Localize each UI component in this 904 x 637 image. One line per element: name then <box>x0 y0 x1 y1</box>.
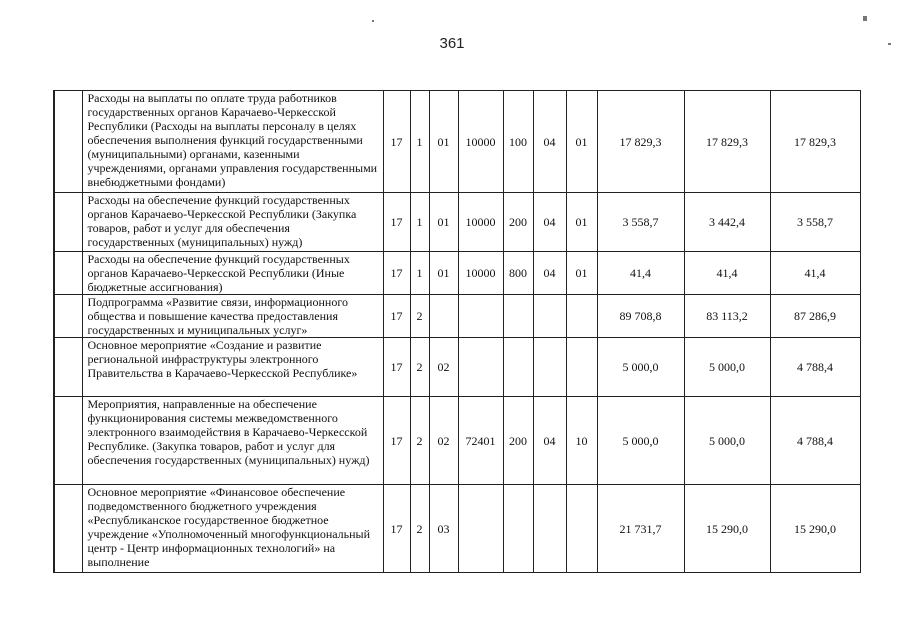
cell-v3: 3 558,7 <box>770 193 860 252</box>
row-description: Подпрограмма «Развитие связи, информационного общества и повышение качества предоставления государственных и муниципальных услуг» <box>82 295 383 338</box>
cell-c5 <box>503 338 533 397</box>
table-row <box>54 91 860 193</box>
cell-c4 <box>458 338 503 397</box>
cell-c7: 10 <box>566 397 597 485</box>
row-description: Расходы на выплаты по оплате труда работников государственных органов Карачаево-Черкесской Республики (Расходы на выплаты персоналу в целях обеспечения выполнения функций государственными (муниципальными) органами, казенными учреждениями, органами управления государственными внебюджетными фондами) <box>82 91 383 193</box>
cell-c2: 1 <box>410 193 429 252</box>
row-margin-cell <box>54 397 82 485</box>
cell-c3: 01 <box>429 193 458 252</box>
cell-v3: 87 286,9 <box>770 295 860 338</box>
cell-c3: 01 <box>429 252 458 295</box>
cell-c5: 800 <box>503 252 533 295</box>
cell-c7 <box>566 485 597 573</box>
row-margin-cell <box>54 193 82 252</box>
cell-c6 <box>533 485 566 573</box>
cell-c3: 02 <box>429 397 458 485</box>
cell-c6: 04 <box>533 91 566 193</box>
cell-c7: 01 <box>566 193 597 252</box>
cell-c6 <box>533 295 566 338</box>
cell-c4: 72401 <box>458 397 503 485</box>
table-row <box>54 295 860 338</box>
cell-c2: 2 <box>410 338 429 397</box>
cell-c1: 17 <box>383 91 410 193</box>
cell-c3: 03 <box>429 485 458 573</box>
cell-c1: 17 <box>383 485 410 573</box>
row-margin-cell <box>54 252 82 295</box>
cell-c6 <box>533 338 566 397</box>
cell-c6: 04 <box>533 397 566 485</box>
scan-speck <box>372 20 374 22</box>
row-description: Основное мероприятие «Создание и развитие региональной инфраструктуры электронного Правительства в Карачаево-Черкесской Республике» <box>82 338 383 397</box>
cell-c2: 1 <box>410 252 429 295</box>
cell-v1: 89 708,8 <box>597 295 684 338</box>
page-number: 361 <box>439 35 465 52</box>
cell-v1: 5 000,0 <box>597 397 684 485</box>
cell-c1: 17 <box>383 295 410 338</box>
cell-v1: 41,4 <box>597 252 684 295</box>
cell-c2: 1 <box>410 91 429 193</box>
cell-v1: 3 558,7 <box>597 193 684 252</box>
cell-c5 <box>503 485 533 573</box>
table-row <box>54 193 860 252</box>
cell-c2: 2 <box>410 485 429 573</box>
cell-c3: 01 <box>429 91 458 193</box>
cell-v2: 3 442,4 <box>684 193 770 252</box>
cell-c7: 01 <box>566 252 597 295</box>
cell-c1: 17 <box>383 397 410 485</box>
cell-c1: 17 <box>383 193 410 252</box>
row-description: Расходы на обеспечение функций государственных органов Карачаево-Черкесской Республики (Иные бюджетные ассигнования) <box>82 252 383 295</box>
cell-c2: 2 <box>410 295 429 338</box>
cell-c7: 01 <box>566 91 597 193</box>
row-margin-cell <box>54 295 82 338</box>
cell-c1: 17 <box>383 338 410 397</box>
cell-v1: 5 000,0 <box>597 338 684 397</box>
budget-table <box>53 90 861 573</box>
scan-speck <box>863 16 867 21</box>
cell-v2: 17 829,3 <box>684 91 770 193</box>
table-row <box>54 485 860 573</box>
cell-c3: 02 <box>429 338 458 397</box>
row-description: Основное мероприятие «Финансовое обеспечение подведомственного бюджетного учреждения «Республиканское государственное бюджетное учреждение «Уполномоченный многофункциональный центр - Центр информационных технологий» на выполнение <box>82 485 383 573</box>
cell-c4: 10000 <box>458 252 503 295</box>
cell-v2: 5 000,0 <box>684 397 770 485</box>
cell-v3: 41,4 <box>770 252 860 295</box>
cell-c6: 04 <box>533 252 566 295</box>
cell-c7 <box>566 338 597 397</box>
scan-speck <box>888 43 891 45</box>
cell-c7 <box>566 295 597 338</box>
row-description: Мероприятия, направленные на обеспечение функционирования системы межведомственного электронного взаимодействия в Карачаево-Черкесской Республике. (Закупка товаров, работ и услуг для обеспечения государственных (муниципальных) нужд) <box>82 397 383 485</box>
row-margin-cell <box>54 91 82 193</box>
cell-v3: 4 788,4 <box>770 338 860 397</box>
table-row <box>54 397 860 485</box>
cell-v2: 41,4 <box>684 252 770 295</box>
cell-c1: 17 <box>383 252 410 295</box>
cell-c6: 04 <box>533 193 566 252</box>
cell-c5: 100 <box>503 91 533 193</box>
cell-c2: 2 <box>410 397 429 485</box>
cell-v3: 4 788,4 <box>770 397 860 485</box>
cell-c4: 10000 <box>458 193 503 252</box>
row-description: Расходы на обеспечение функций государственных органов Карачаево-Черкесской Республики (Закупка товаров, работ и услуг для обеспечения государственных (муниципальных) нужд) <box>82 193 383 252</box>
cell-c4 <box>458 295 503 338</box>
cell-v1: 17 829,3 <box>597 91 684 193</box>
cell-c5 <box>503 295 533 338</box>
cell-c4: 10000 <box>458 91 503 193</box>
table-row <box>54 252 860 295</box>
cell-v2: 83 113,2 <box>684 295 770 338</box>
row-margin-cell <box>54 485 82 573</box>
row-margin-cell <box>54 338 82 397</box>
cell-c3 <box>429 295 458 338</box>
cell-c5: 200 <box>503 397 533 485</box>
cell-v3: 15 290,0 <box>770 485 860 573</box>
cell-c5: 200 <box>503 193 533 252</box>
cell-v1: 21 731,7 <box>597 485 684 573</box>
table-body <box>54 91 860 573</box>
table-row <box>54 338 860 397</box>
cell-v2: 5 000,0 <box>684 338 770 397</box>
cell-v2: 15 290,0 <box>684 485 770 573</box>
cell-v3: 17 829,3 <box>770 91 860 193</box>
cell-c4 <box>458 485 503 573</box>
